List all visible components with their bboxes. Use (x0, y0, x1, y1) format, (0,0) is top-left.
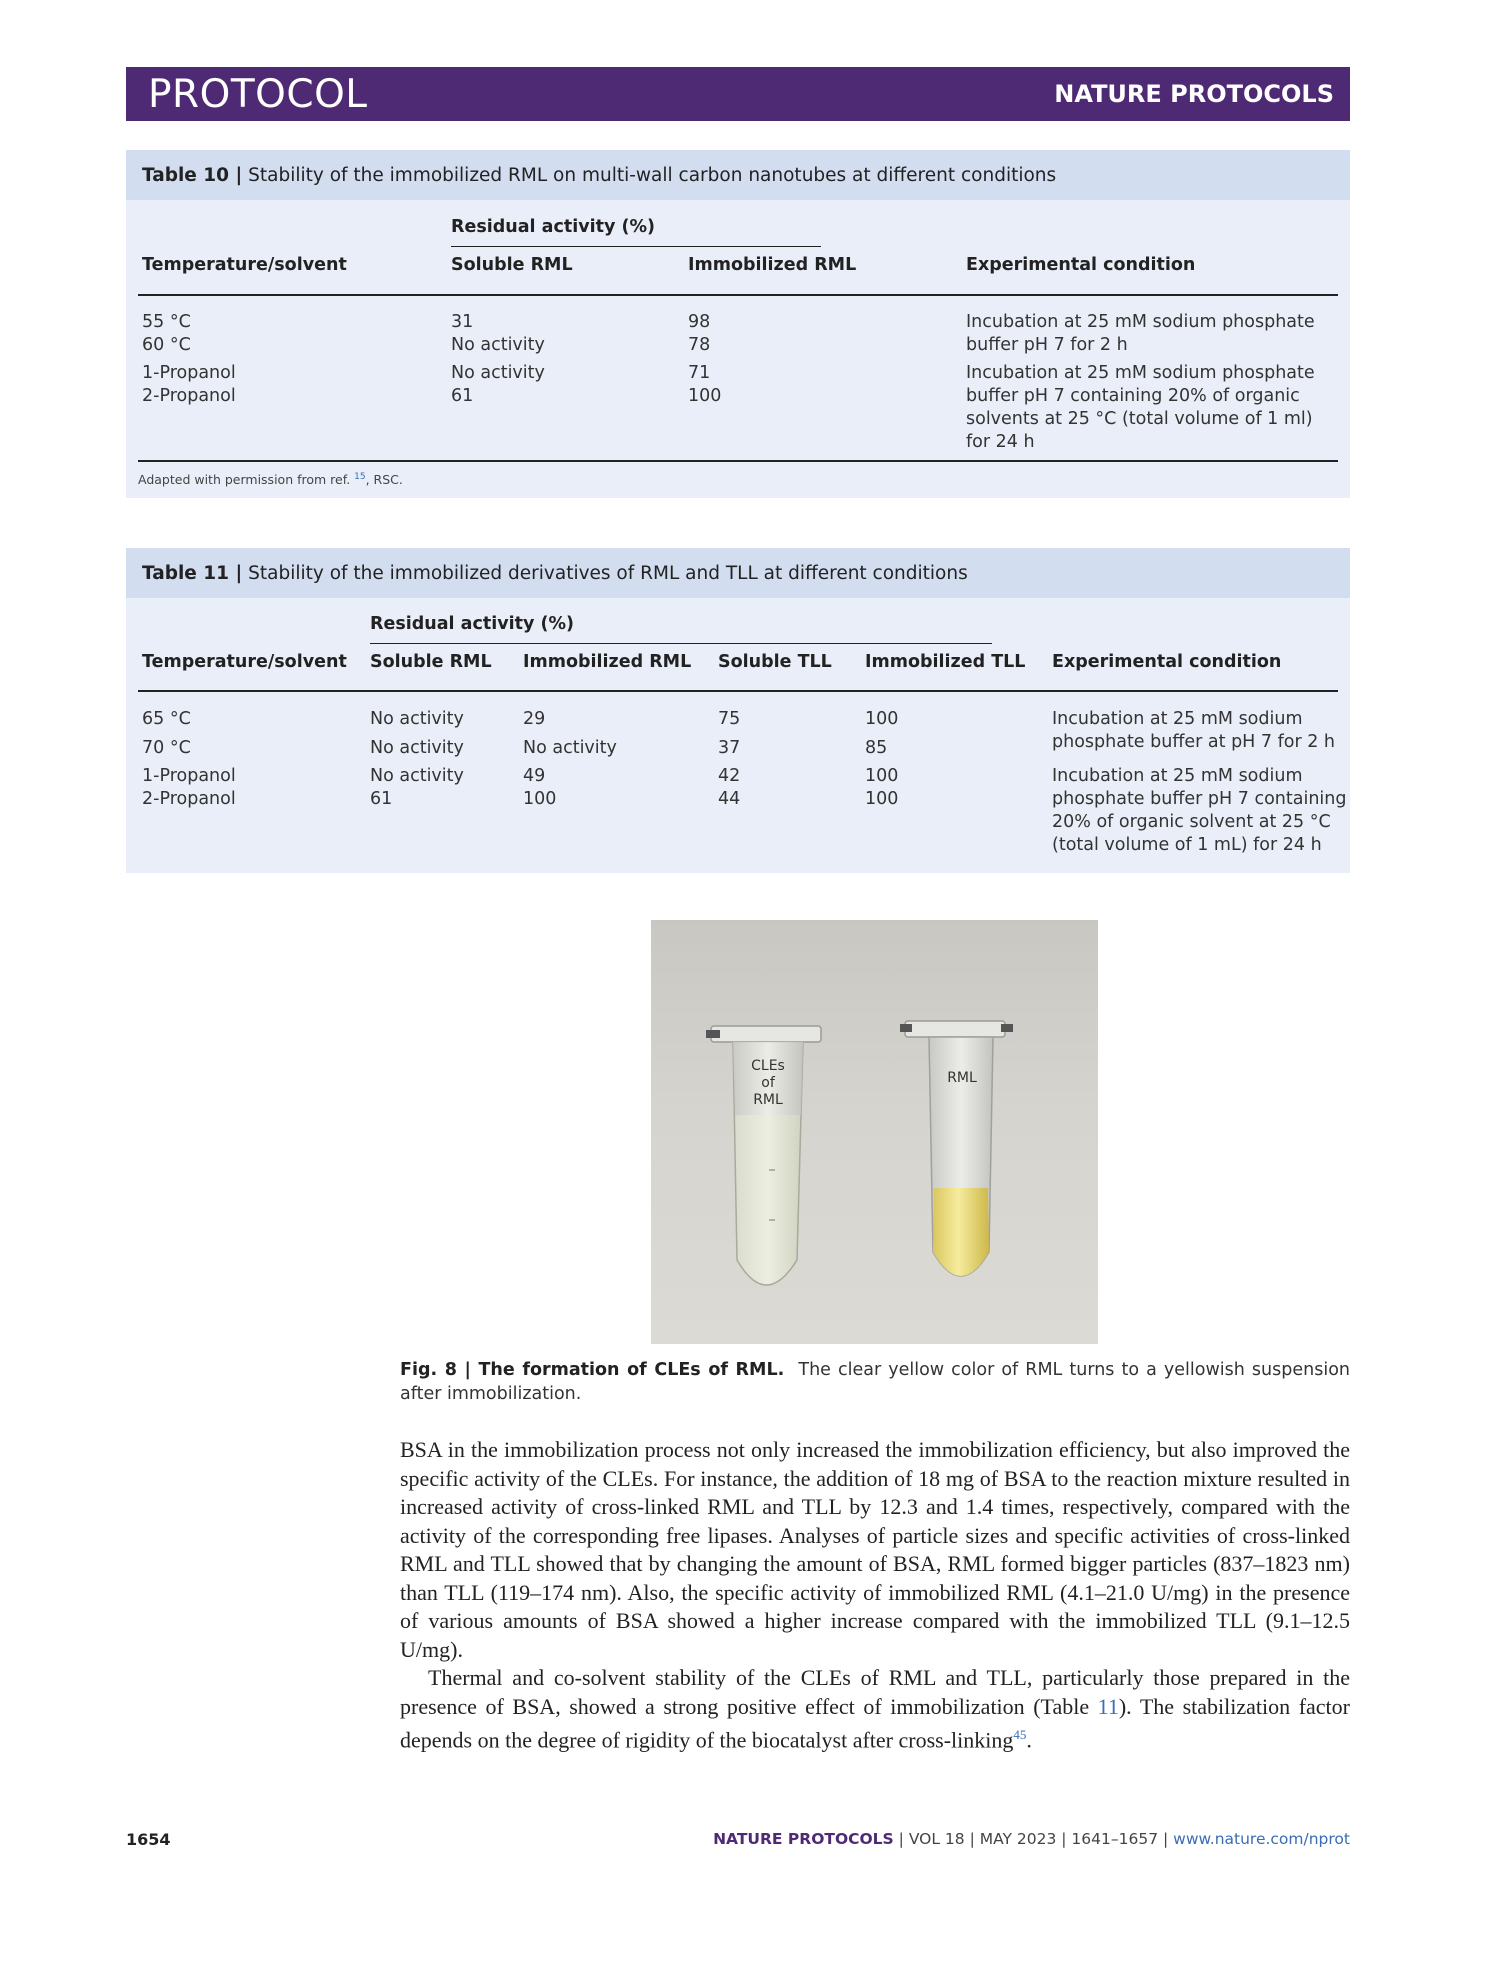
table-cell: 29 (523, 709, 546, 729)
condition-line: Incubation at 25 mM sodium phosphate (966, 363, 1315, 383)
table-cell: 71 (688, 363, 711, 383)
group-rule (451, 246, 821, 247)
paragraph: BSA in the immobilization process not only increased the immobilization efficiency, but also improved the specific activity of the CLEs. For instance, the addition of 18 mg of BSA to the reaction mixture resulted in increased activity of cross-linked RML and TLL by 12.3 and 1.4 times, respectively, compared with the activity of the corresponding free lipases. Analyses of particle sizes and specific activities of cross-linked RML and TLL showed that by changing the amount of BSA, RML formed bigger particles (837–1823 nm) than TLL (119–174 nm). Also, the specific activity of immobilized RML (4.1–21.0 U/mg) in the presence of various amounts of BSA showed a higher increase compared with the immobilized TLL (9.1–12.5 U/mg). (400, 1437, 1350, 1662)
column-header: Soluble RML (370, 652, 492, 672)
table-cell: 60 °C (142, 335, 191, 355)
paragraph-text: ). The stabilization factor depends on the degree of rigidity of the biocatalyst after cross-linking (400, 1693, 1350, 1753)
footer-volume: VOL 18 (908, 1830, 965, 1848)
tube-label: of (761, 1075, 775, 1091)
table-11-label: Table 11 | (142, 562, 243, 584)
table-11 (126, 548, 1350, 873)
note-suffix: , RSC. (365, 472, 403, 488)
table-10-title (126, 150, 1350, 200)
table-cell: 37 (718, 738, 741, 758)
caption-text: The clear yellow color of RML turns to a yellowish suspension after immobilization. (400, 1360, 1350, 1404)
condition-line: buffer pH 7 for 2 h (966, 335, 1128, 355)
table-cell: 100 (688, 386, 722, 406)
condition-line: (total volume of 1 mL) for 24 h (1052, 835, 1322, 855)
condition-line: Incubation at 25 mM sodium phosphate (966, 312, 1315, 332)
table-cell: 55 °C (142, 312, 191, 332)
table-cell: 44 (718, 789, 741, 809)
table-cell: 75 (718, 709, 741, 729)
column-header: Immobilized RML (688, 255, 857, 275)
table-cell: 2-Propanol (142, 386, 236, 406)
column-header: Immobilized TLL (865, 652, 1026, 672)
condition-line: Incubation at 25 mM sodium (1052, 766, 1303, 786)
table-cell: No activity (523, 738, 617, 758)
body-text (400, 1436, 1350, 1755)
condition-line: buffer pH 7 containing 20% of organic (966, 386, 1300, 406)
note-ref[interactable]: 15 (354, 472, 366, 482)
table-cell: 49 (523, 766, 546, 786)
group-rule (370, 643, 992, 644)
table-cell: 61 (370, 789, 393, 809)
table-cell: No activity (451, 335, 545, 355)
table-10 (126, 150, 1350, 498)
table-cell: 2-Propanol (142, 789, 236, 809)
condition-line: Incubation at 25 mM sodium (1052, 709, 1303, 729)
paragraph (400, 1664, 1350, 1755)
journal-name: NATURE PROTOCOLS (1054, 80, 1334, 108)
condition-line: 20% of organic solvent at 25 °C (1052, 812, 1331, 832)
table-cell: 65 °C (142, 709, 191, 729)
column-header: Soluble RML (451, 255, 573, 275)
table-cell: 85 (865, 738, 888, 758)
column-header: Immobilized RML (523, 652, 692, 672)
table-cell: 1-Propanol (142, 766, 236, 786)
table-cell: 1-Propanol (142, 363, 236, 383)
table-cell: 98 (688, 312, 711, 332)
bottom-rule (138, 460, 1338, 462)
table-cell: 42 (718, 766, 741, 786)
condition-line: solvents at 25 °C (total volume of 1 ml) (966, 409, 1313, 429)
table-cell: 78 (688, 335, 711, 355)
tube-label: RML (947, 1070, 977, 1086)
footer-journal: NATURE PROTOCOLS (713, 1830, 894, 1848)
table-cell: 100 (865, 709, 899, 729)
condition-line: phosphate buffer pH 7 containing (1052, 789, 1347, 809)
table-10-title-text: Stability of the immobilized RML on multi-wall carbon nanotubes at different conditions (248, 164, 1057, 186)
table-cell: 31 (451, 312, 474, 332)
tubes-illustration (651, 920, 1098, 1344)
citation-link[interactable]: 45 (1013, 1727, 1027, 1742)
table-cell: No activity (370, 738, 464, 758)
table-cell: 100 (523, 789, 557, 809)
table-ref-link[interactable]: 11 (1097, 1693, 1119, 1719)
table-cell: No activity (370, 766, 464, 786)
table-cell: 70 °C (142, 738, 191, 758)
table-cell: No activity (370, 709, 464, 729)
paragraph-text: Thermal and co-solvent stability of the CLEs of RML and TLL, particularly those prepared in the presence of BSA, showed a strong positive effect of immobilization (Table (400, 1665, 1350, 1719)
footer-url[interactable]: www.nature.com/nprot (1173, 1830, 1350, 1848)
figure-caption (400, 1358, 1350, 1406)
section-label: PROTOCOL (148, 71, 368, 117)
table-cell: 61 (451, 386, 474, 406)
table-11-title-text: Stability of the immobilized derivatives of RML and TLL at different conditions (248, 562, 968, 584)
table-cell: 100 (865, 766, 899, 786)
header-rule (138, 690, 1338, 692)
header-bar (126, 67, 1350, 121)
condition-line: for 24 h (966, 432, 1035, 452)
footer-citation: NATURE PROTOCOLS | VOL 18 | MAY 2023 | 1641–1657 | www.nature.com/nprot (713, 1830, 1350, 1848)
table-cell: No activity (451, 363, 545, 383)
right-tube (900, 1021, 1013, 1276)
header-rule (138, 294, 1338, 296)
note-prefix: Adapted with permission from ref. (138, 472, 351, 488)
column-header: Temperature/solvent (142, 652, 347, 672)
column-header: Experimental condition (966, 255, 1196, 275)
caption-label: Fig. 8 | The formation of CLEs of RML. (400, 1360, 785, 1380)
tube-label: RML (753, 1092, 783, 1108)
page-number: 1654 (126, 1830, 171, 1849)
column-header: Temperature/solvent (142, 255, 347, 275)
footer-date: MAY 2023 (979, 1830, 1057, 1848)
figure-photo (651, 920, 1098, 1344)
table-note (138, 472, 403, 487)
tube-label: CLEs (751, 1058, 785, 1074)
column-header: Experimental condition (1052, 652, 1282, 672)
table-cell: 100 (865, 789, 899, 809)
column-header: Soluble TLL (718, 652, 832, 672)
condition-line: phosphate buffer at pH 7 for 2 h (1052, 732, 1336, 752)
footer-pages: 1641–1657 (1071, 1830, 1159, 1848)
paragraph-text: . (1026, 1727, 1032, 1753)
table-10-label: Table 10 | (142, 164, 243, 186)
table-11-title (126, 548, 1350, 598)
group-header: Residual activity (%) (451, 217, 655, 237)
group-header: Residual activity (%) (370, 614, 574, 634)
